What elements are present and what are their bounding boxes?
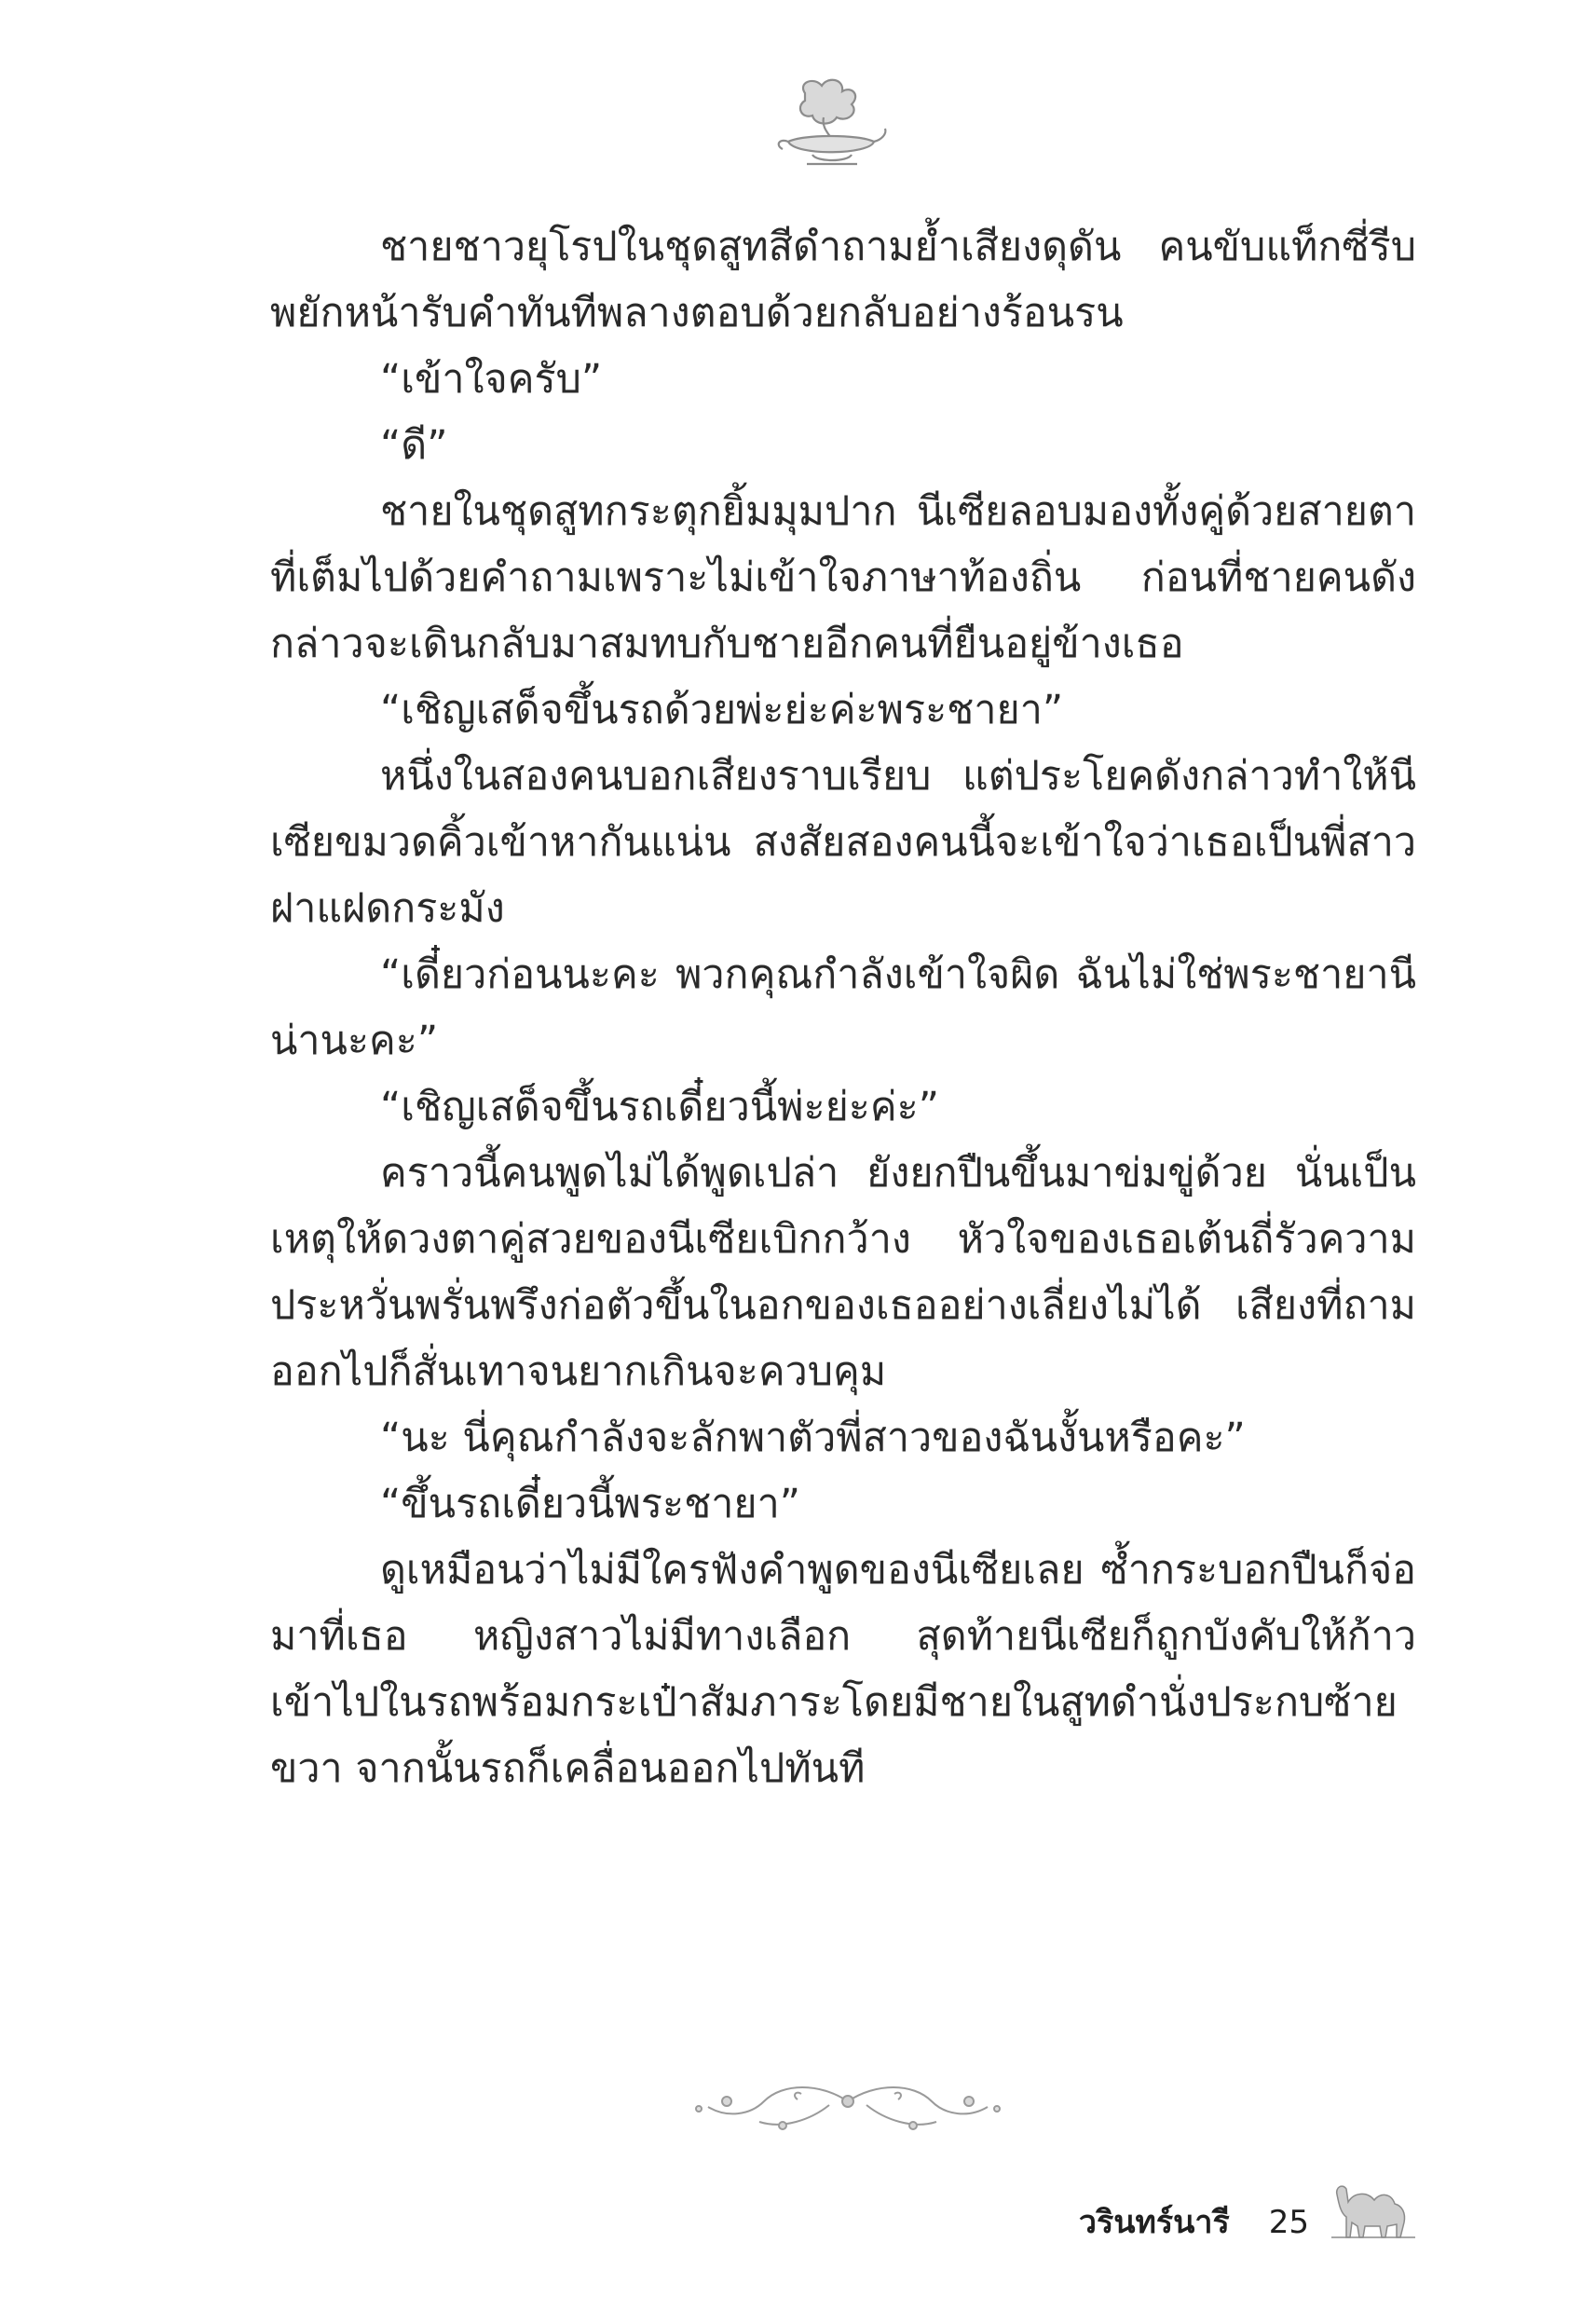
paragraph: หนึ่งในสองคนบอกเสียงราบเรียบ แต่ประโยคดังกล่าวทำให้นีเซียขมวดคิ้วเข้าหากันแน่น สงสัยสองคนนี้จะเข้าใจว่าเธอเป็นพี่สาวฝาแฝดกระมัง <box>270 753 1416 932</box>
body-text <box>270 214 1416 1802</box>
paragraph: “ดี” <box>380 422 448 469</box>
paragraph: “เชิญเสด็จขึ้นรถด้วยพ่ะย่ะค่ะพระชายา” <box>380 687 1064 733</box>
paragraph: คราวนี้คนพูดไม่ได้พูดเปล่า ยังยกปืนขึ้นมาข่มขู่ด้วย นั่นเป็นเหตุให้ดวงตาคู่สวยของนีเซียเบิกกว้าง หัวใจของเธอเต้นถี่รัวความประหวั่นพรั่นพรึงก่อตัวขึ้นในอกของเธออย่างเลี่ยงไม่ได้ เสียงที่ถามออกไปก็สั่นเทาจนยากเกินจะควบคุม <box>270 1150 1416 1395</box>
genie-lamp-icon <box>770 73 891 175</box>
camel-icon <box>1326 2176 1419 2241</box>
paragraph: ชายชาวยุโรปในชุดสูทสีดำถามย้ำเสียงดุดัน คนขับแท็กซี่รีบพยักหน้ารับคำทันทีพลางตอบด้วยกลับอย่างร้อนรน <box>270 224 1416 336</box>
paragraph: ชายในชุดสูทกระตุกยิ้มมุมปาก นีเซียลอบมองทั้งคู่ด้วยสายตาที่เต็มไปด้วยคำถามเพราะไม่เข้าใจภาษาท้องถิ่น ก่อนที่ชายคนดังกล่าวจะเดินกลับมาสมทบกับชายอีกคนที่ยืนอยู่ข้างเธอ <box>270 488 1416 667</box>
book-title: วรินทร์นารี <box>1078 2204 1230 2241</box>
floral-scroll-divider-icon <box>671 2073 1025 2148</box>
page-footer <box>1079 2176 1419 2241</box>
page-number: 25 <box>1268 2204 1309 2241</box>
paragraph: “ขึ้นรถเดี๋ยวนี้พระชายา” <box>380 1481 801 1527</box>
paragraph: “นะ นี่คุณกำลังจะลักพาตัวพี่สาวของฉันงั้นหรือคะ” <box>380 1415 1246 1461</box>
paragraph: “เข้าใจครับ” <box>380 356 603 403</box>
paragraph: “เชิญเสด็จขึ้นรถเดี๋ยวนี้พ่ะย่ะค่ะ” <box>380 1084 940 1130</box>
paragraph: “เดี๋ยวก่อนนะคะ พวกคุณกำลังเข้าใจผิด ฉันไม่ใช่พระชายานีน่านะคะ” <box>270 951 1416 1064</box>
paragraph: ดูเหมือนว่าไม่มีใครฟังคำพูดของนีเซียเลย ซ้ำกระบอกปืนก็จ่อมาที่เธอ หญิงสาวไม่มีทางเลือก สุดท้ายนีเซียก็ถูกบังคับให้ก้าวเข้าไปในรถพร้อมกระเป๋าสัมภาระโดยมีชายในสูทดำนั่งประกบซ้ายขวา จากนั้นรถก็เคลื่อนออกไปทันที <box>270 1547 1416 1792</box>
